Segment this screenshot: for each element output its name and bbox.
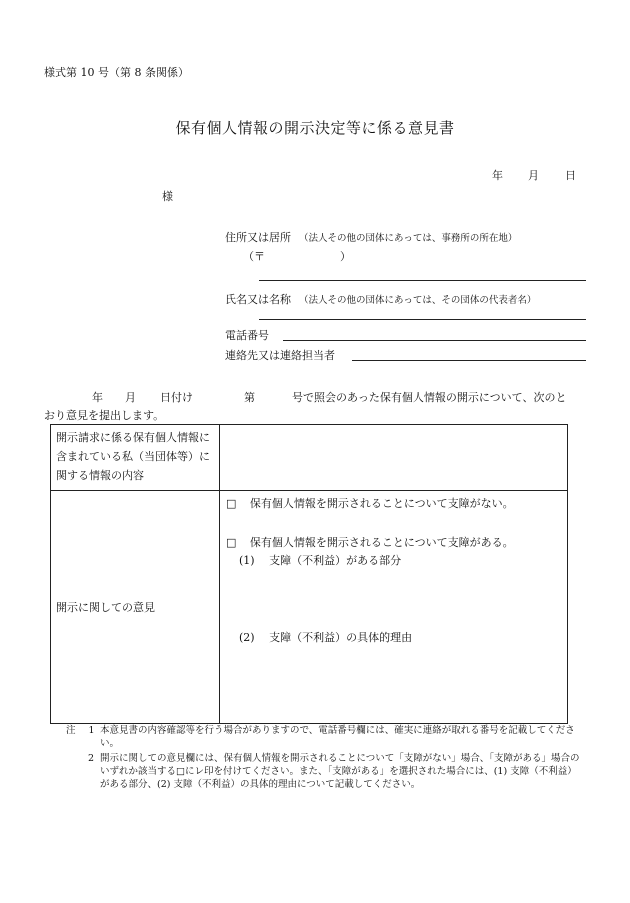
phone-label: 電話番号 bbox=[225, 329, 269, 342]
table-row-info bbox=[51, 425, 568, 491]
subitem-label: 支障（不利益）がある部分 bbox=[269, 554, 402, 567]
opinion-table bbox=[50, 424, 568, 724]
info-label: 開示請求に係る保有個人情報に含まれている私（当団体等）に関する情報の内容 bbox=[56, 431, 210, 482]
name-note: （法人その他の団体にあっては、その団体の代表者名） bbox=[299, 295, 537, 306]
note-number: 1 bbox=[88, 725, 95, 736]
intro-month: 月 bbox=[125, 391, 136, 404]
note-text: 開示に関しての意見欄には、保有個人情報を開示されることについて「支障がない」場合、「支障がある」場合のいずれか該当する□にレ印を付けてください。また、「支障がある」を選択された場合には、(1) 支障（不利益）がある部分、(2) 支障（不利益）の具体的理由について記載してください。 bbox=[100, 753, 580, 790]
option-no-objection-label: 保有個人情報を開示されることについて支障がない。 bbox=[249, 497, 514, 510]
opinion-label-cell bbox=[51, 491, 220, 724]
table-row-opinion bbox=[51, 491, 568, 724]
form-number: 様式第 10 号（第 8 条関係） bbox=[44, 66, 189, 79]
address-label: 住所又は居所 bbox=[225, 231, 291, 244]
opinion-label: 開示に関しての意見 bbox=[56, 600, 155, 614]
note-text: 本意見書の内容確認等を行う場合がありますので、電話番号欄には、確実に連絡が取れる番号を記載してください。 bbox=[100, 725, 575, 749]
note-number: 2 bbox=[88, 753, 95, 764]
intro-dated: 日付け bbox=[160, 391, 193, 404]
info-entry-cell[interactable] bbox=[220, 425, 568, 491]
postal-open: （〒 bbox=[243, 250, 265, 263]
option-no-objection[interactable] bbox=[226, 495, 514, 511]
checkbox-icon[interactable]: □ bbox=[226, 497, 237, 510]
phone-line[interactable] bbox=[283, 340, 586, 341]
date-month: 月 bbox=[528, 169, 539, 182]
addressee-suffix: 様 bbox=[162, 190, 173, 203]
notes-prefix: 注 bbox=[66, 725, 76, 736]
intro-number-prefix: 第 bbox=[244, 391, 255, 404]
name-line[interactable] bbox=[259, 319, 586, 320]
address-line[interactable] bbox=[259, 280, 586, 281]
contact-line[interactable] bbox=[352, 360, 586, 361]
intro-year: 年 bbox=[92, 391, 103, 404]
subitem-label: 支障（不利益）の具体的理由 bbox=[269, 631, 413, 644]
postal-close: ） bbox=[340, 250, 351, 263]
page-title: 保有個人情報の開示決定等に係る意見書 bbox=[175, 119, 455, 137]
option-objection-label: 保有個人情報を開示されることについて支障がある。 bbox=[249, 536, 514, 549]
intro-line1-rest: 号で照会のあった保有個人情報の開示について、次のと bbox=[292, 391, 567, 404]
subitem-number: (2) bbox=[239, 631, 255, 644]
opinion-entry-cell bbox=[220, 491, 568, 724]
note-item bbox=[66, 752, 586, 791]
intro-line2: おり意見を提出します。 bbox=[44, 409, 165, 422]
subitem-number: (1) bbox=[239, 554, 255, 567]
subitem-specific-reason bbox=[239, 629, 412, 645]
contact-label: 連絡先又は連絡担当者 bbox=[225, 349, 335, 362]
date-day: 日 bbox=[565, 169, 576, 182]
notes-section bbox=[66, 724, 586, 791]
address-note: （法人その他の団体にあっては、事務所の所在地） bbox=[299, 233, 518, 244]
checkbox-icon[interactable]: □ bbox=[226, 536, 237, 549]
info-label-cell bbox=[51, 425, 220, 491]
name-label: 氏名又は名称 bbox=[225, 293, 291, 306]
date-year: 年 bbox=[492, 169, 503, 182]
option-objection[interactable] bbox=[226, 534, 514, 550]
note-item bbox=[66, 724, 586, 750]
subitem-affected-part bbox=[239, 552, 401, 568]
